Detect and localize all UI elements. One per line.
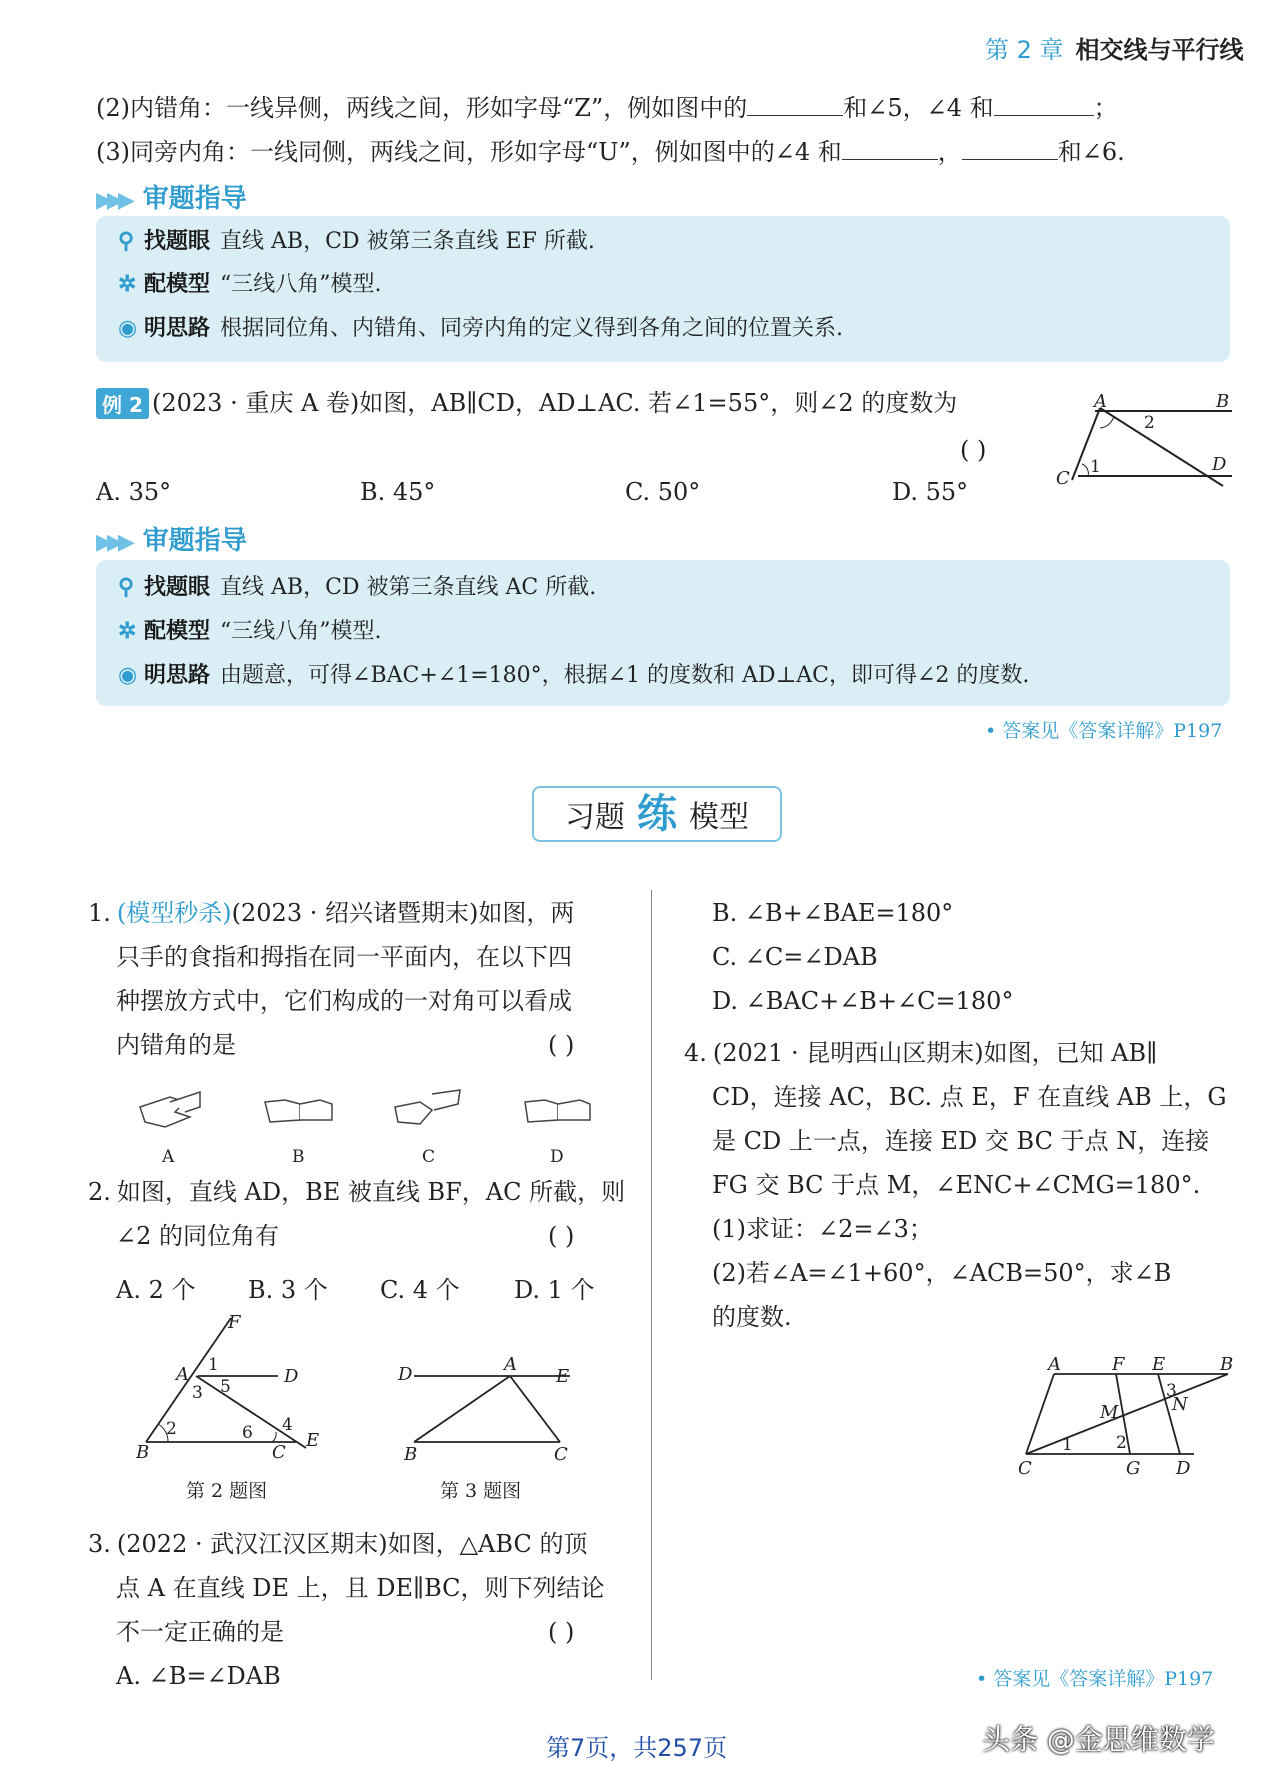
example2-option-d: D. 55° (892, 478, 969, 506)
q2-line-2: ∠2 的同位角有 (116, 1222, 280, 1250)
example2-option-c: C. 50° (625, 478, 701, 506)
q2-angle-4: 4 (282, 1415, 293, 1435)
answer-blank (842, 135, 938, 160)
gear-icon: ✲ (118, 271, 137, 297)
q3-label-b: B (404, 1444, 418, 1462)
q2-label-b: B (136, 1442, 150, 1460)
q3-label-c: C (554, 1444, 568, 1462)
eye-icon: ◉ (118, 662, 138, 688)
guide1-item-3: ◉ 明思路 根据同位角、内错角、同旁内角的定义得到各角之间的位置关系. (118, 315, 844, 341)
q1-line-1: 1. (模型秒杀)(2023 · 绍兴诸暨期末)如图，两 (88, 899, 575, 927)
q2-angle-2: 2 (166, 1419, 177, 1439)
magnifier-icon: ⚲ (118, 228, 135, 254)
guide1-item-2: ✲ 配模型 “三线八角”模型. (118, 271, 382, 297)
q4-label-n: N (1172, 1394, 1188, 1415)
q3-option-c: C. ∠C=∠DAB (712, 943, 878, 971)
fig-label-a: A (1094, 391, 1107, 412)
triple-arrow-icon: ▶▶▶ (96, 188, 129, 213)
hand-pose-a-icon (140, 1092, 200, 1127)
intro-line-2: (2)内错角：一线异侧，两线之间，形如字母“Z”，例如图中的 和∠5，∠4 和 ； (96, 88, 1118, 128)
q1-paren: ( ) (548, 1031, 575, 1059)
q4-label-f: F (1112, 1354, 1125, 1375)
q1-line-3: 种摆放方式中，它们构成的一对角可以看成 (116, 987, 572, 1015)
hand-pose-c-icon (395, 1090, 460, 1124)
q4-figure (1012, 1350, 1242, 1486)
q2-option-c: C. 4 个 (380, 1276, 460, 1304)
q2-label-f: F (228, 1312, 241, 1333)
q3-figure-caption: 第 3 题图 (440, 1480, 522, 1502)
answer-blank (962, 135, 1058, 160)
triple-arrow-icon: ▶▶▶ (96, 530, 129, 555)
q2-angle-5: 5 (220, 1377, 231, 1397)
q4-angle-2: 2 (1116, 1433, 1127, 1453)
q4-angle-3: 3 (1166, 1381, 1177, 1401)
guide2-item-1: ⚲ 找题眼 直线 AB，CD 被第三条直线 AC 所截. (118, 574, 597, 600)
q1-choice-a: A (162, 1147, 175, 1167)
q1-choice-c: C (422, 1147, 436, 1167)
q2-label-a: A (176, 1364, 189, 1385)
q4-line-5: (1)求证：∠2=∠3； (712, 1215, 933, 1243)
answer-blank (994, 91, 1094, 116)
q3-paren: ( ) (548, 1618, 575, 1646)
q3-line-2: 点 A 在直线 DE 上，且 DE∥BC，则下列结论 (116, 1574, 605, 1602)
q3-label-e: E (556, 1366, 570, 1387)
q2-option-a: A. 2 个 (116, 1276, 196, 1304)
q1-hands-figure (130, 1082, 630, 1172)
example2-option-a: A. 35° (96, 478, 172, 506)
watermark: 头条 @金思维数学 (982, 1723, 1215, 1756)
q2-option-d: D. 1 个 (514, 1276, 595, 1304)
fig-angle-1: 1 (1090, 457, 1101, 477)
q4-label-b: B (1220, 1354, 1234, 1375)
chapter-header (985, 30, 1244, 65)
q2-label-e: E (306, 1430, 320, 1451)
guide1-item-1: ⚲ 找题眼 直线 AB，CD 被第三条直线 EF 所截. (118, 228, 595, 254)
q4-label-m: M (1100, 1402, 1119, 1423)
guide-heading-1: ▶▶▶ 审题指导 (96, 184, 247, 214)
example2-text: (2023 · 重庆 A 卷)如图，AB∥CD，AD⊥AC. 若∠1=55°，则∠2 的度数为 (152, 389, 958, 417)
q3-option-d: D. ∠BAC+∠B+∠C=180° (712, 987, 1014, 1015)
answer-reference-1: • 答案见《答案详解》P197 (985, 720, 1223, 742)
fig-label-c: C (1056, 468, 1070, 489)
q4-line-1: 4. (2021 · 昆明西山区期末)如图，已知 AB∥ (684, 1039, 1158, 1067)
q2-angle-1: 1 (208, 1355, 219, 1375)
example2-paren: ( ) (960, 436, 987, 464)
q3-figure (390, 1352, 590, 1462)
gear-icon: ✲ (118, 618, 137, 644)
q2-label-d: D (284, 1366, 299, 1387)
q1-line-2: 只手的食指和拇指在同一平面内，在以下四 (116, 943, 572, 971)
q4-label-d: D (1176, 1458, 1191, 1479)
eye-icon: ◉ (118, 315, 138, 341)
q2-figure (136, 1310, 336, 1460)
magnifier-icon: ⚲ (118, 574, 135, 600)
q2-angle-6: 6 (242, 1423, 253, 1443)
q4-line-2: CD，连接 AC，BC. 点 E，F 在直线 AB 上，G (712, 1083, 1227, 1111)
q2-paren: ( ) (548, 1222, 575, 1250)
chapter-title: 相交线与平行线 (1075, 36, 1244, 64)
answer-blank (747, 91, 843, 116)
q3-option-a: A. ∠B=∠DAB (116, 1662, 281, 1690)
q4-label-c: C (1018, 1458, 1032, 1479)
q4-angle-1: 1 (1062, 1435, 1073, 1455)
fig-label-d: D (1212, 454, 1227, 475)
q4-line-6: (2)若∠A=∠1+60°，∠ACB=50°，求∠B (712, 1259, 1172, 1287)
q2-figure-caption: 第 2 题图 (186, 1480, 268, 1502)
hand-pose-b-icon (265, 1100, 332, 1122)
q2-angle-3: 3 (192, 1383, 203, 1403)
q2-label-c: C (272, 1442, 286, 1460)
guide-heading-2: ▶▶▶ 审题指导 (96, 526, 247, 556)
section-title: 习题 练 模型 (532, 786, 782, 842)
q1-line-4: 内错角的是 (116, 1031, 236, 1059)
fig-angle-2: 2 (1144, 413, 1155, 433)
q1-choice-d: D (550, 1147, 564, 1167)
q4-line-4: FG 交 BC 于点 M，∠ENC+∠CMG=180°. (712, 1171, 1201, 1199)
example2-figure (1040, 388, 1240, 494)
guide2-item-2: ✲ 配模型 “三线八角”模型. (118, 618, 382, 644)
example2-option-b: B. 45° (360, 478, 436, 506)
example-badge: 例 2 (96, 388, 149, 419)
intro-line-3: (3)同旁内角：一线同侧，两线之间，形如字母“U”，例如图中的∠4 和 ， 和∠6. (96, 132, 1125, 172)
q1-choice-b: B (292, 1147, 305, 1167)
q3-line-1: 3. (2022 · 武汉江汉区期末)如图，△ABC 的顶 (88, 1530, 588, 1558)
q4-line-3: 是 CD 上一点，连接 ED 交 BC 于点 N，连接 (712, 1127, 1210, 1155)
q2-line-1: 2. 如图，直线 AD，BE 被直线 BF，AC 所截，则 (88, 1178, 626, 1206)
q2-option-b: B. 3 个 (248, 1276, 328, 1304)
guide2-item-3: ◉ 明思路 由题意，可得∠BAC+∠1=180°，根据∠1 的度数和 AD⊥AC，即可得∠2 的度数. (118, 662, 1030, 688)
q3-option-b: B. ∠B+∠BAE=180° (712, 899, 954, 927)
q3-line-3: 不一定正确的是 (116, 1618, 284, 1646)
chapter-number: 第 2 章 (985, 36, 1064, 64)
hand-pose-d-icon (525, 1100, 590, 1122)
q3-label-a: A (504, 1354, 517, 1375)
q4-label-a: A (1048, 1354, 1061, 1375)
q3-label-d: D (398, 1364, 413, 1385)
q4-label-e: E (1152, 1354, 1166, 1375)
page-number: 第7页，共257页 (546, 1734, 728, 1762)
column-divider (651, 890, 652, 1680)
q4-line-7: 的度数. (712, 1303, 792, 1331)
fig-label-b: B (1216, 391, 1230, 412)
answer-reference-2: • 答案见《答案详解》P197 (976, 1668, 1214, 1690)
q4-label-g: G (1126, 1458, 1141, 1479)
